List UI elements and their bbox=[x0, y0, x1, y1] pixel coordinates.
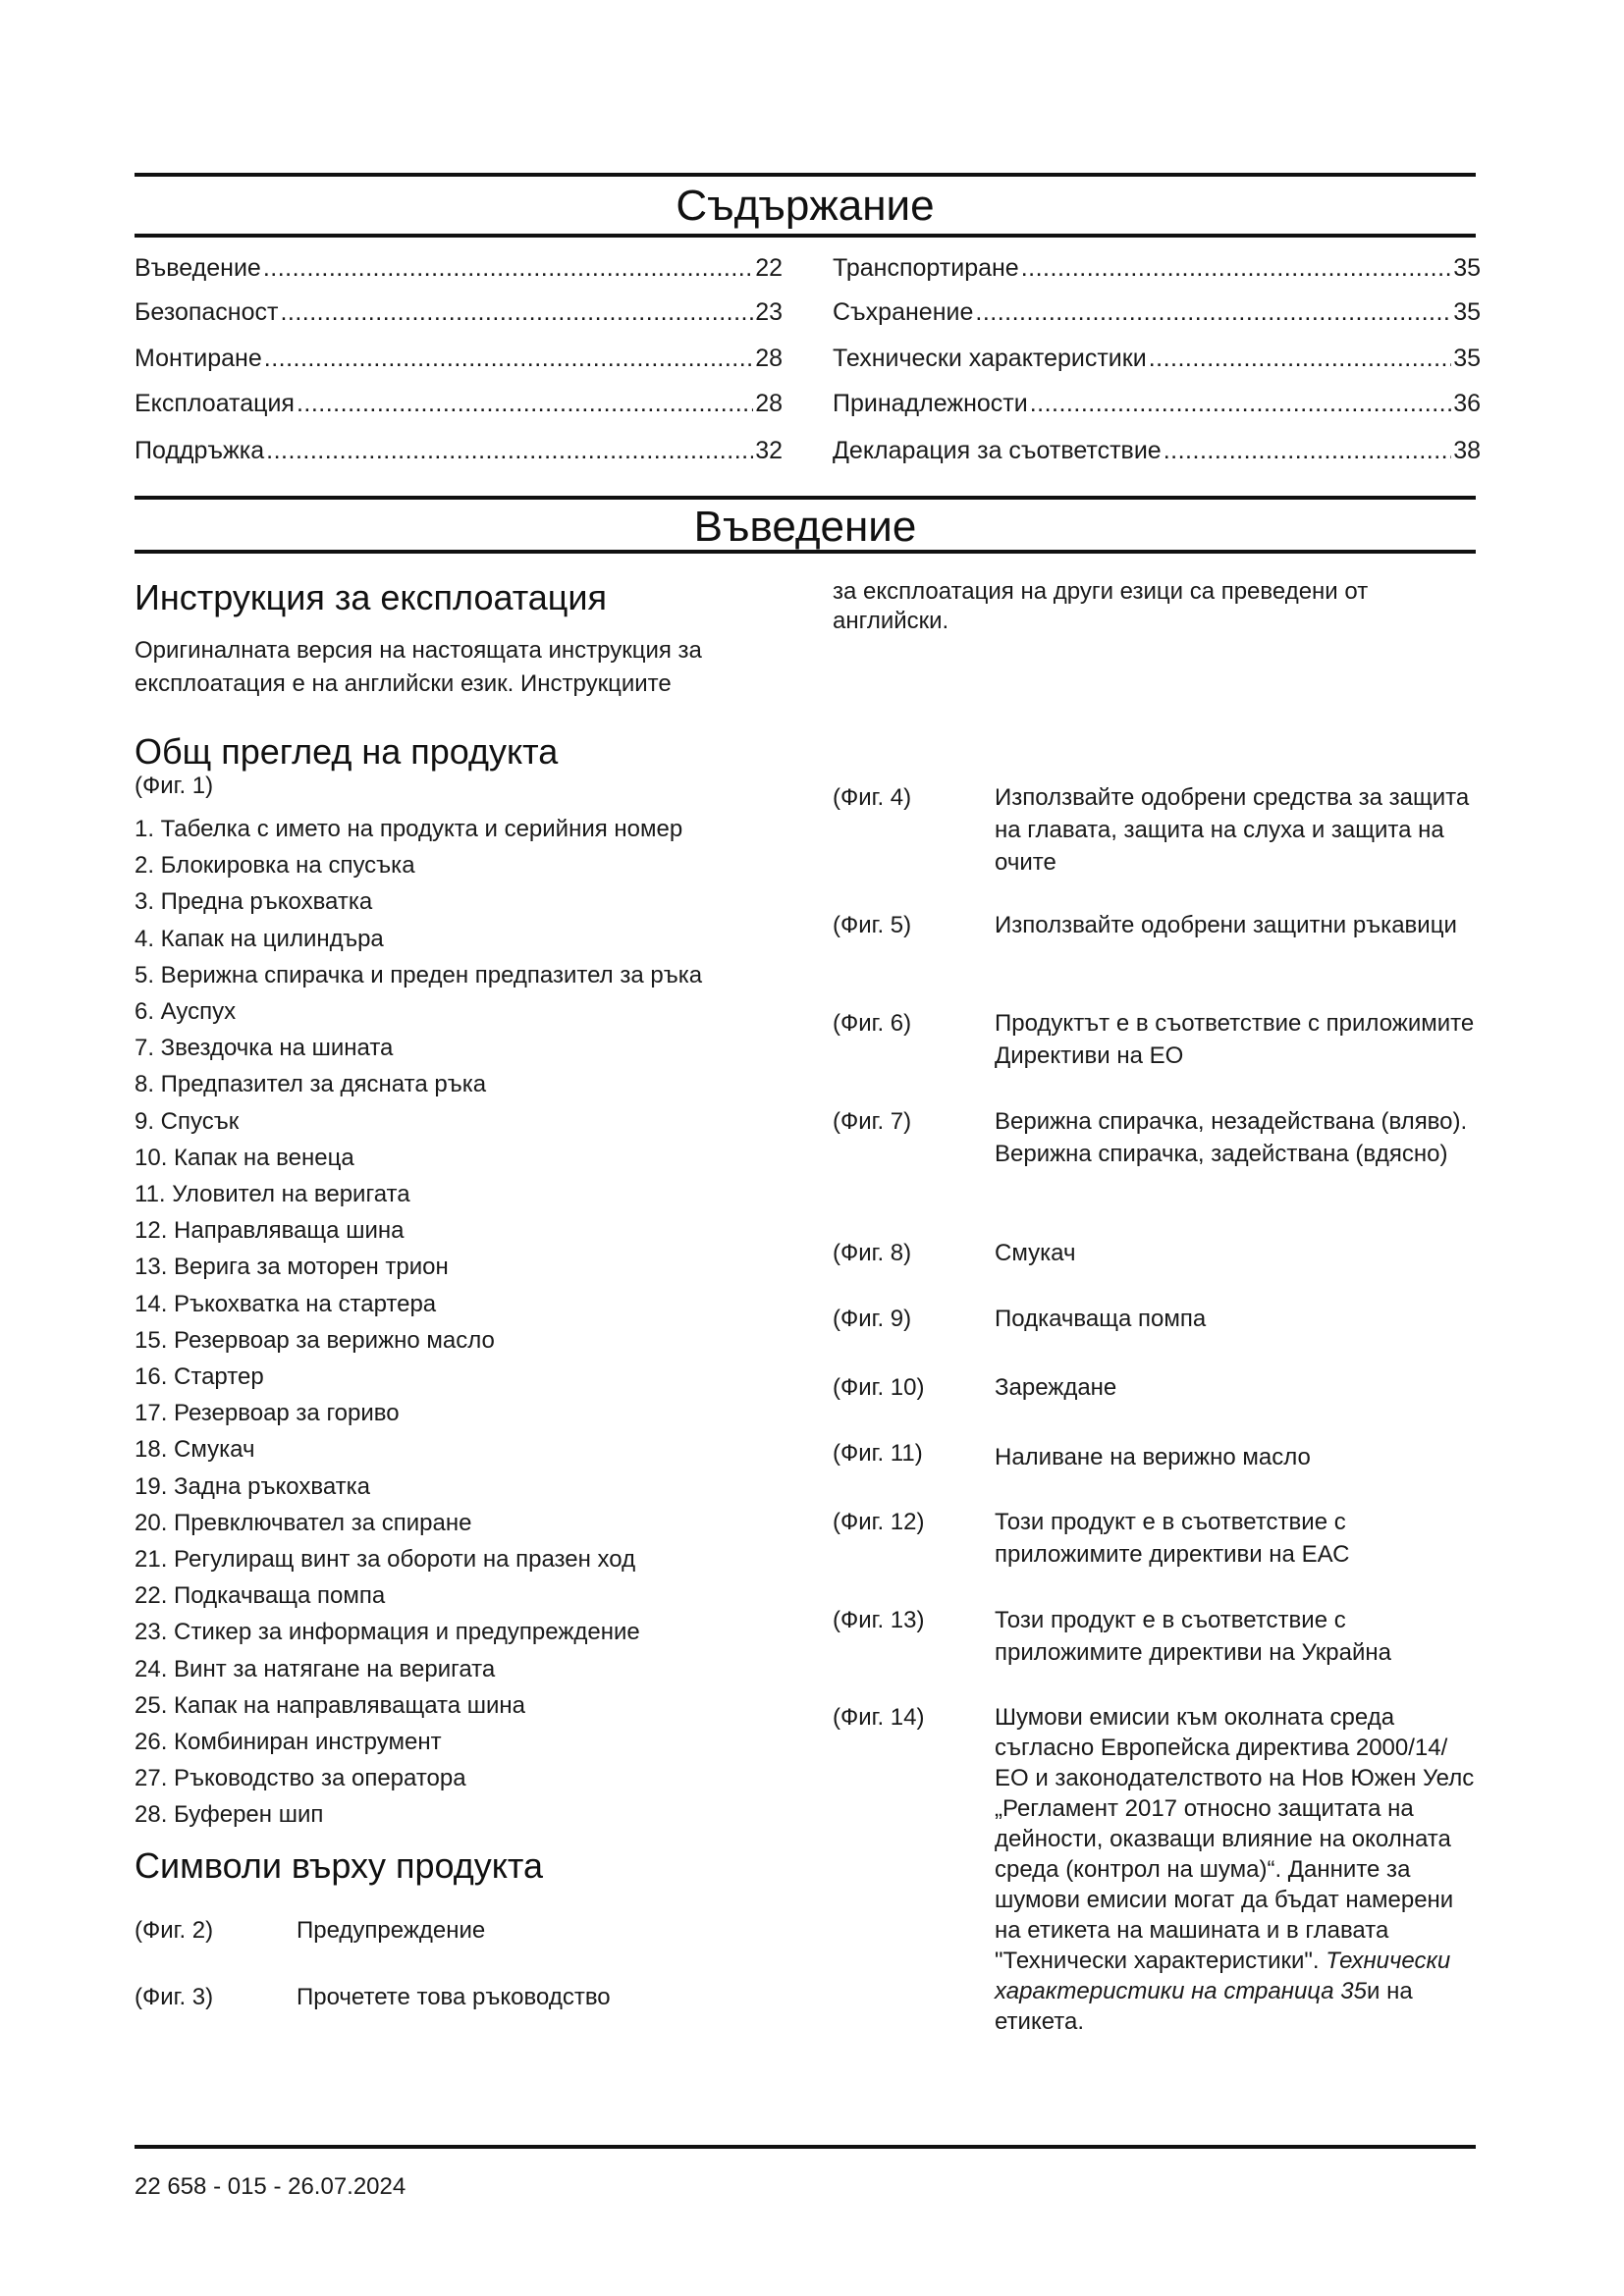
list-item: 19. Задна ръкохватка bbox=[135, 1472, 371, 1500]
list-item: 25. Капак на направляващата шина bbox=[135, 1691, 526, 1719]
top-rule bbox=[135, 173, 1476, 177]
list-item: 7. Звездочка на шината bbox=[135, 1035, 394, 1062]
list-item: 15. Резервоар за верижно масло bbox=[135, 1326, 495, 1354]
list-item: 18. Смукач bbox=[135, 1436, 255, 1464]
list-item: 12. Направляваща шина bbox=[135, 1217, 405, 1245]
symbol-description: Прочетете това ръководство bbox=[297, 1984, 611, 2010]
toc-label: Декларация за съответствие bbox=[833, 437, 1162, 464]
list-item: 5. Верижна спирачка и преден предпазител за ръка bbox=[135, 961, 703, 988]
figure-ref: (Фиг. 3) bbox=[135, 1984, 214, 2010]
list-item: 3. Предна ръкохватка bbox=[135, 888, 373, 916]
figure-ref: (Фиг. 4) bbox=[833, 784, 912, 811]
toc-label: Технически характеристики bbox=[833, 345, 1147, 372]
toc-page: 23 bbox=[755, 298, 783, 326]
noise-emission-text: Шумови емисии към околната среда съгласно Европейска директива 2000/14/ЕО и законодателството на Нов Южен Уелс „Регламент 2017 относно защитата на дейности, оказващи влияние на околната среда (контрол на шума)“. Данните за шумови емисии могат да бъдат намерени на етикета на машината и в главата "Технически характеристики". bbox=[995, 1704, 1475, 1974]
toc-label: Експлоатация bbox=[135, 390, 295, 417]
list-item: 2. Блокировка на спусъка bbox=[135, 852, 415, 880]
list-item: 4. Капак на цилиндъра bbox=[135, 925, 384, 952]
figure-ref: (Фиг. 7) bbox=[833, 1108, 912, 1135]
symbols-heading: Символи върху продукта bbox=[135, 1845, 543, 1886]
toc-entry[interactable] bbox=[135, 344, 783, 373]
parts-list bbox=[135, 811, 822, 1834]
list-item: 23. Стикер за информация и предупреждение bbox=[135, 1619, 640, 1646]
footer-rule bbox=[135, 2145, 1476, 2149]
contents-title-rule bbox=[135, 234, 1476, 238]
list-item: 26. Комбиниран инструмент bbox=[135, 1729, 442, 1756]
list-item: 9. Спусък bbox=[135, 1107, 240, 1135]
toc-entry[interactable] bbox=[833, 253, 1481, 283]
toc-page: 28 bbox=[755, 345, 783, 372]
toc-page: 35 bbox=[1453, 345, 1481, 372]
list-item: 17. Резервоар за гориво bbox=[135, 1400, 400, 1427]
list-item: 14. Ръкохватка на стартера bbox=[135, 1290, 437, 1317]
list-item: 11. Уловител на веригата bbox=[135, 1181, 410, 1208]
symbol-description: Използвайте одобрени защитни ръкавици bbox=[995, 912, 1457, 938]
toc-label: Поддръжка bbox=[135, 437, 265, 464]
toc-page: 22 bbox=[755, 254, 783, 282]
list-item: 6. Ауспух bbox=[135, 998, 237, 1026]
toc-page: 36 bbox=[1453, 390, 1481, 417]
toc-entry[interactable] bbox=[135, 297, 783, 327]
symbol-description: Смукач bbox=[995, 1240, 1076, 1266]
symbol-description: Зареждане bbox=[995, 1374, 1117, 1401]
list-item: 1. Табелка с името на продукта и серийния номер bbox=[135, 816, 683, 842]
figure-ref: (Фиг. 13) bbox=[833, 1607, 925, 1633]
figure-ref: (Фиг. 9) bbox=[833, 1306, 912, 1332]
list-item: 21. Регулиращ винт за обороти на празен ход bbox=[135, 1546, 636, 1574]
toc-page: 35 bbox=[1453, 298, 1481, 326]
list-item: 28. Буферен шип bbox=[135, 1801, 324, 1829]
figure-ref: (Фиг. 10) bbox=[833, 1374, 925, 1401]
manual-heading: Инструкция за експлоатация bbox=[135, 577, 608, 617]
symbol-description: Предупреждение bbox=[297, 1917, 486, 1944]
list-item: 24. Винт за натягане на веригата bbox=[135, 1655, 496, 1682]
intro-top-rule bbox=[135, 496, 1476, 500]
overview-heading: Общ преглед на продукта bbox=[135, 731, 559, 772]
list-item: 13. Верига за моторен трион bbox=[135, 1254, 449, 1281]
figure-ref: (Фиг. 12) bbox=[833, 1509, 925, 1535]
toc-entry[interactable] bbox=[135, 436, 783, 465]
symbol-description: Използвайте одобрени средства за защита на главата, защита на слуха и защита на очите bbox=[995, 784, 1470, 876]
list-item: 22. Подкачваща помпа bbox=[135, 1582, 386, 1610]
toc-entry[interactable] bbox=[833, 436, 1481, 465]
symbol-description: Наливане на верижно масло bbox=[995, 1444, 1311, 1470]
symbol-description: Продуктът е в съответствие с приложимите Директиви на ЕО bbox=[995, 1010, 1475, 1069]
list-item: 27. Ръководство за оператора bbox=[135, 1765, 466, 1792]
list-item: 20. Превключвател за спиране bbox=[135, 1509, 472, 1536]
list-item: 10. Капак на венеца bbox=[135, 1144, 354, 1171]
footer-doc-id: 22 658 - 015 - 26.07.2024 bbox=[135, 2173, 406, 2200]
manual-text-left: Оригиналната версия на настоящата инструкция за експлоатация е на английски език. Инструкциите bbox=[135, 637, 702, 697]
toc-entry[interactable] bbox=[135, 253, 783, 283]
noise-emission-description bbox=[995, 1702, 1476, 2037]
symbol-description: Подкачваща помпа bbox=[995, 1306, 1207, 1332]
figure-ref: (Фиг. 8) bbox=[833, 1240, 912, 1266]
toc-label: Принадлежности bbox=[833, 390, 1028, 417]
contents-title: Съдържание bbox=[676, 182, 935, 230]
toc-entry[interactable] bbox=[135, 389, 783, 418]
figure-ref: (Фиг. 6) bbox=[833, 1010, 912, 1037]
toc-label: Въведение bbox=[135, 254, 261, 282]
toc-entry[interactable] bbox=[833, 389, 1481, 418]
toc-label: Съхранение bbox=[833, 298, 974, 326]
symbol-description: Този продукт е в съответствие с приложимите директиви на Украйна bbox=[995, 1607, 1391, 1666]
figure-ref: (Фиг. 11) bbox=[833, 1440, 923, 1467]
list-item: 16. Стартер bbox=[135, 1363, 264, 1391]
symbol-description: Верижна спирачка, незадействана (вляво). Верижна спирачка, задействана (вдясно) bbox=[995, 1108, 1468, 1167]
toc-page: 35 bbox=[1453, 254, 1481, 282]
list-item: 8. Предпазител за дясната ръка bbox=[135, 1071, 487, 1098]
toc-label: Транспортиране bbox=[833, 254, 1019, 282]
toc-label: Безопасност bbox=[135, 298, 279, 326]
toc-page: 32 bbox=[755, 437, 783, 464]
toc-page: 28 bbox=[755, 390, 783, 417]
tech-data-link[interactable]: Технически характеристики на страница 35 bbox=[995, 1948, 1451, 2004]
manual-text-right: за експлоатация на други езици са преведени от английски. bbox=[833, 578, 1369, 634]
noise-emission-tail: и на етикета. bbox=[995, 1978, 1413, 2035]
overview-fig-ref: (Фиг. 1) bbox=[135, 773, 214, 799]
figure-ref: (Фиг. 2) bbox=[135, 1917, 214, 1944]
figure-ref: (Фиг. 5) bbox=[833, 912, 912, 938]
toc-page: 38 bbox=[1453, 437, 1481, 464]
intro-title: Въведение bbox=[693, 503, 917, 551]
toc-label: Монтиране bbox=[135, 345, 262, 372]
toc-entry[interactable] bbox=[833, 297, 1481, 327]
toc-entry[interactable] bbox=[833, 344, 1481, 373]
figure-ref: (Фиг. 14) bbox=[833, 1704, 925, 1731]
symbol-description: Този продукт е в съответствие с приложимите директиви на ЕАС bbox=[995, 1509, 1350, 1568]
